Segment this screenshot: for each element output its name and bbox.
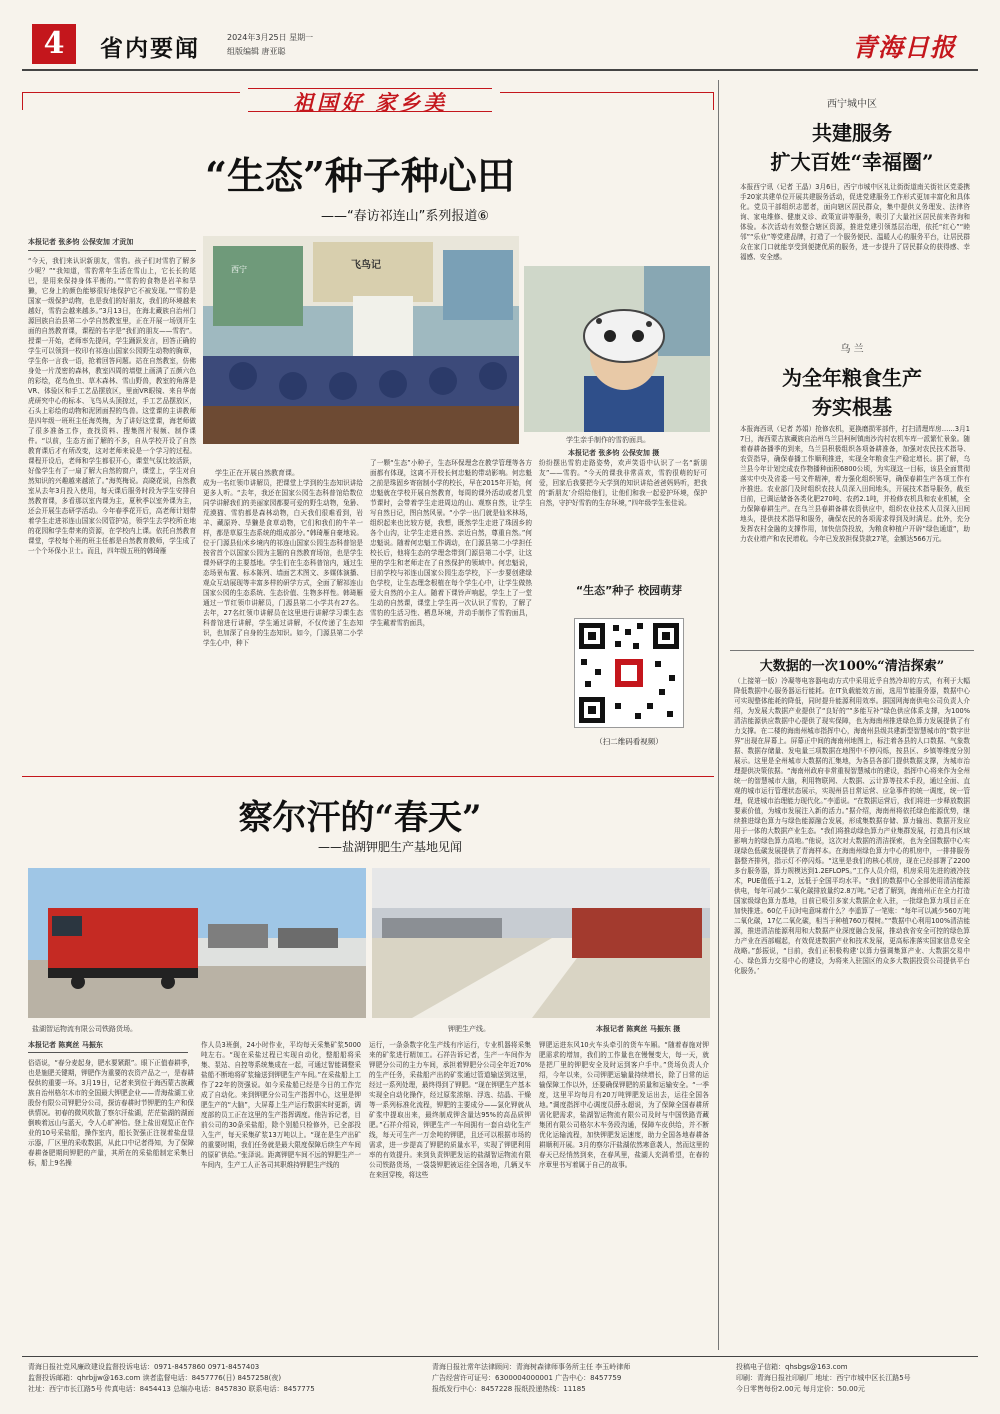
feature-frame-bottom: [22, 776, 714, 777]
footer-col2-line1: 青海日报社常年法律顾问：青海树森律师事务所主任 李玉岭律师: [432, 1363, 631, 1371]
sidebar-title-3: 大数据的一次100%“清洁探索”: [759, 659, 945, 674]
train-illustration: [28, 868, 366, 1018]
banner: [240, 82, 500, 116]
issue-date: 2024年3月25日 星期一: [227, 33, 314, 42]
sidebar-title-2b: 夯实根基: [812, 395, 892, 419]
sidebar-title-2a: 为全年粮食生产: [782, 366, 922, 390]
production-photo: [372, 868, 710, 1018]
masthead-logo: 青海日报: [852, 33, 957, 62]
footer-col1-line3: 社址：西宁市长江路5号 传真电话：8454413 总编办电话：8457830 联系电话：8457775: [28, 1385, 315, 1393]
factory-illustration: [372, 868, 710, 1018]
sidebar-title-1b: 扩大百姓“幸福圈”: [770, 150, 934, 174]
feature-frame-right: [713, 92, 714, 110]
article1-col1: “今天，我们来认识新朋友，雪豹。孩子们对雪豹了解多少呢？”“我知道，雪豹常年生活在雪山上，它长长的尾巴，是用来保持身体平衡的。”“雪豹的食物是岩羊和旱獭，它身上的颜色能够很好地保护它不被发现。”“雪豹是国家一级保护动物，也是我们的好朋友，我们的环境越来越好，雪豹会越来越多。”3月13日，在海北藏族自治州门源回族自治县第二小学自然教室里，正在开展一场别开生面的自然教育课，课程的名字是“我们的朋友——雪豹”。授课一开始，老师率先提问，学生踊跃发言，回答正确的学生可以领到一枚印有祁连山国家公园野生动物的胸章，学生你一言我一语，抢着回答问题。站在自然教室，仿佛身处一片茂密的森林，教室四周的墙壁上画满了五颜六色的彩绘，花鸟鱼虫、草木森林、雪山野兽，教室的角落是VR、体验区和手工艺品摆放区，里面VR眼镜、来自华南虎研究中心的标本、飞鸟从头顶掠过，手工艺品摆放区，石头上彩绘的动物和泥团面捏的鸟兽。这堂课的主讲教师是四年级一班班主任海英梅，为了讲好这堂课，海老师做了很多准备工作，查找资料、搜集图片视频、制作课件。“以前，生态方面了解的不多，自从学校开设了自然教育课后才有所改变，这对老师来说是一个学习的过程。课程开设后，老师和学生都很开心，课堂气氛比较活跃，好像学生有了一扇了解大自然的窗户，课堂上，学生对自然知识的兴趣越来越浓了。”海英梅说。高晓花说，自然教室从去年3月投入使用，每天课后服务时段为学生安排自然教育课，多看那以室内课为主，夏秋季以室外课为主，还会开展生态研学活动。今年春季花开后，高老师计划带着学生走进祁连山国家公园管护站，领学生去学校所在地的花园和学生带来的资源，在学校内上课。依托自然教育课堂，学校每个班的班主任都是自然教育教师，学生成了一个个环保小卫士。而且，四年级五班的韩琦雁: [28, 257, 196, 555]
article2-title: 察尔汗的“春天”: [238, 798, 482, 838]
article2-photo-credit: 本报记者 陈爽丝 马振东 摄: [596, 1025, 681, 1033]
sidebar-kicker-2: 乌 兰: [840, 344, 864, 355]
sidebar-body-1: 本报西宁讯（记者 王晶）3月6日，西宁市城中区礼让街街道南关街社区党委携手20家共建单位开展共建服务活动，促进党建服务工作形式更加丰富化和具体化。党员干部组织志愿者，面向辖区居民群众，集中提供义务理发、法律咨询、家电维修、健康义诊、政策宣讲等服务，吸引了大量社区居民前来咨询和体验。本次活动有效整合辖区资源，推进党建引领基层治理，依托“红心”“睦邻”“乐业”等党建品牌，打造了一个服务便民、温暖人心的服务平台，让居民群众在家门口就能享受到便捷优质的服务，进一步提升了居民群众的获得感、幸福感、安全感。: [740, 183, 970, 261]
article2-col4: 钾肥运进东风10火车头牵引的货车车厢。“随着春施对钾肥需求的增加，我们的工作量也在慢慢变大，每一天，就是把厂里的钾肥安全及时运到客户手中。”货场负责人介绍，今年以来，公司钾肥运输量持续增长，除了日常的运输保障工作以外，还要确保钾肥的质量和运输安全。“一季度，这里平均每月有20万吨钾肥发运出去，运往全国各地。”调度指挥中心调度员薛永超说，为了保障全国春耕所需化肥需求，盐湖智运物流有限公司及时与中国铁路青藏集团有限公司格尔木车务段沟通，保障车皮供给，并不断优化运输流程，加快钾肥发运速度，助力全国各地春耕备耕顺利开展。3月的察尔汗盐湖依然寒意袭人，然而这里的春天已经悄然到来，在春风里，盐湖人充满希望，在春的序章里书写着属于自己的故事。: [539, 1041, 709, 1169]
sidebar-body-3: （上接第一版）冷凝等电容器电动方式中采用近乎自然冷却的方式，有利于大幅降低数据中心服务器运行能耗。在IT负载能效方面，选用节能服务器，数据中心可实现整体能耗的降低，同时提升能源利用效率。据国网海南供电公司负责人介绍，为发展大数据产业提供了“良好的”“多能互补”绿色供应体系支撑，为100%清洁能源供应数据中心提供了现实保障，也为海南州推进绿色算力发展提供了有力支撑。在二楼的海南州城市指挥中心，海南州县级共建新型智慧城市的“数字世界”出现在屏幕上。屏幕正中间的海南州地图上，标注着各县的人口数据、气象数据、数据存储量、发电量三项数据在地图中不停闪烁，按县区、乡镇等维度分别展示。这里是全州城市大数据的汇集地，为各县各部门提供数据支撑，为城市治理提供决策依据。“海南州政府非常重视智慧城市的建设，指挥中心将来作为全州统一的智慧城市大脑，利用物联网、大数据、云计算等技术手段，通过全面、直观的城市运行管理状态展示，实现州县目常运营、应急事件的统一调度，统一管理，促进城市治理能力现代化。”李遥说。“在数据运营后，我们将进一步释放数据要素价值，为城市发展注入新的活力。”据介绍，海南州将依托绿色能源优势，继续推进绿色算力与绿色能源融合发展，形成集数据存储、算力输出、数据开发应用于一体的大数据产业生态。“我们将推动绿色算力产业集群发展，打造具有区域影响力的绿色算力高地。”他说，这次对大数据的清洁探索，也为全国数据中心实现绿色低碳发展提供了青海样本。在海南州绿色算力中心的机房中，一排排服务器整齐排列，指示灯不停闪烁。“这里是我们的核心机房，现在已经部署了2200多台服务器，算力规模达到1.2EFLOPS。”工作人员介绍，机房采用先进的液冷技术，PUE值低于1.2，远低于全国平均水平。“我们的数据中心全部使用清洁能源供电，每年可减少二氧化碳排放量约2.8万吨。”记者了解到，海南州正在全力打造国家级绿色算力基地，目前已吸引多家大数据企业入驻，一批绿色算力项目正在加快推进。60亿千瓦时电意味着什么？李遥算了一笔账：“每年可以减少560万吨二氧化碳，17亿二氧化碳，相当于种植760万棵树。”“数据中心利用100%清洁能源，推进清洁能源利用和大数据产业深度融合发展，推动我省安全可控的绿色算力产业在西部崛起，有效促进数据产业和技术发展，更高标准落实国家信息安全战略。”彭振说，“目前，我们正积极构建‘以算力强调集算产业、大数据交易中心、绿色算力交易中心的建设，为将来入驻国区的众多大数据投资公司提供平台化服务。’: [734, 677, 970, 975]
article1-col3: 了一颗“生态”小种子，生态环保理念在教学管理等各方面都有体现，这离不开校长何忠魁的带动影响。何忠魁之前是珠固乡寄宿制小学的校长，早在2015年开始，何忠魁就在学校开展自然教育，每周的课外活动或者几堂节课时，会带着学生走进周边的山、观察自然，让学生写自然日记，图自然风景。“小学一出门就是仙米林场，组织起来也比较方便，我想，既然学生走进了珠固乡的各个山沟，让学生走进自然、亲近自然，尊重自然。”何忠魁说。随着何忠魁工作调动，在门源县第二小学担任校长后，他将生态的学理念带到门源县第二小学，让这里的学生和老师走在了自然保护的领域中。何忠魁说，目前学校与祁连山国家公园生态学校，下一步要创建绿色学校，让生态理念根植在每个学生心中，让学生做热爱大自然的小主人。随着下课铃声响起，学生上了一堂生动的自然课，课堂上学生再一次认识了雪豹，了解了雪豹的生活习性、栖息环境，并动手制作了雪豹面具，学生戴着雪豹面具，: [370, 459, 532, 627]
train-caption: 盐湖智运物流有限公司铁路货场。: [32, 1025, 137, 1033]
article2-col1: 俗语说，“春分麦起身，肥水要紧跟”。眼下正值春耕季，也是施肥关键期，钾肥作为重要的农资产品之一，是春耕保供的重要一环。3月19日，记者来到位于海西蒙古族藏族自治州格尔木市的全国最大钾肥企业——青海盐湖工业股份有限公司钾肥分公司，探访春耕时节钾肥的生产和保供情况。初春的微风吹散了察尔汗盐湖，茫茫盐湖的湖面倒映着远山与蓝天，令人心旷神怡。登上盐田观览正在作业的10号采盐船，操作室内，船长贺强正注视着盐盘显示器，厂区里的采收数据，从此口中记者得知，为了保障春耕备肥期间钾肥的产量，其所在的采盐船制定采集日标，船上9名操: [28, 1059, 194, 1167]
article2-col2: 作人员3班倒，24小时作业，平均每天采集矿浆5000吨左右。“现在采盐过程已实现自动化，整船船将采集、泵站、自控等系统集成在一起，可通过智能调整采盐船不断地将矿浆输送到钾肥生产车间。”在采盐船上工作了22年的贺强说。如今采盐船已经是今日的工作完成了自动化。来到钾肥分公司生产指挥中心，这里是钾肥生产的“大脑”，大屏幕上生产运行数据实时更新，调度部的员工正在这里的生产指挥调度。他告诉记者，目前公司的30条采盐船，除个别船只检修外，已全部投入生产，每天采集矿浆13万吨以上。“现在是生产出矿的重要时期，我们任务就是最大限度保障后续生产车间的原矿供给。”张泽说。距离钾肥车间不远的钾肥生产一车间内，生产工人正各司其职维持钾肥生产线的: [201, 1041, 361, 1169]
mask-caption: 学生亲手制作的雪豹面具。: [566, 436, 650, 444]
article1-byline: 本报记者 张多钧 公保安加 才贡加: [28, 238, 134, 246]
article1-title: “生态”种子种心田: [205, 153, 515, 198]
page-number: 4: [43, 26, 65, 61]
classroom-caption: 学生正在开展自然教育课。: [215, 469, 299, 477]
qr-title: “生态”种子 校园萌芽: [575, 584, 683, 597]
article2-col3: 运行，一条条数字化生产线有序运行，专业机器将采集来的矿浆进行精加工。石祥告诉记者，生产一车间作为钾肥分公司的主力车间，承担着钾肥分公司全年近70%的生产任务，采盐船产出的矿浆通过管道输送到这里，经过一系列处理，最终得到了钾肥。“现在钾肥生产基本实现全自动化操作，经过原浆浓缩、浮选、结晶、干燥等一系列标准化流程，钾肥的主要成分——氯化钾就从矿浆中提取出来，最终制成钾含量达95%的高品质钾肥。”石祥介绍说，钾肥生产一车间拥有一套自动化生产线，每天可生产一万余吨的钾肥，且还可以根据市场的需求，进一步提高了钾肥的质量水平，实现了钾肥利用率的有效提升。来到负责钾肥发运的盐湖智运物流有限公司铁路货场，一袋袋钾肥被运往全国各地，几辆叉车在来回穿梭，将这些: [369, 1041, 531, 1179]
article2-byline: 本报记者 陈爽丝 马振东: [28, 1041, 103, 1049]
qr-code[interactable]: [574, 618, 684, 728]
footer-col1-line1: 青海日报社党风廉政建设监督投诉电话：0971-8457860 0971-8457403: [28, 1363, 260, 1371]
footer-col3-line3: 今日零售每份2.00元 每月定价：50.00元: [736, 1385, 865, 1393]
footer-col1: [28, 1362, 418, 1395]
footer-col1-line2: 监督投诉邮箱：qhrbjjw@163.com 读者监督电话：8457776(日) 8457258(夜): [28, 1374, 282, 1382]
article2-subtitle: ——盐湖钾肥生产基地见闻: [317, 840, 462, 854]
qr-pattern: [575, 619, 683, 727]
feature-frame-left: [22, 92, 23, 110]
wall-sign-1: 西宁: [231, 265, 247, 274]
sidebar-kicker-1: 西宁城中区: [827, 99, 877, 110]
section-name: 省内要闻: [100, 36, 200, 62]
train-photo: [28, 868, 366, 1018]
page-header: [22, 18, 978, 68]
sidebar-body-2: 本报海西讯（记者 苏娟）抢修农机，更换磨损零部件，打扫清理库房……3月17日，海西蒙古族藏族自治州乌兰县柯柯镇南沙沟村农机车库一派繁忙景象。随着春耕备播季的到来，乌兰县积极组织各项备耕准备，加强对农民技术指导、农资指导，确保春播工作顺利推进，实现全年粮食生产稳定增长。据了解，乌兰县今年计划完成农作物播种面积6800公顷，为实现这一目标，该县全面贯彻落实中央及省委一号文件精神，着力强化组织领导，确保春耕生产各项工作有序推进。农业部门及时组织农技人员深入田间地头，开展技术指导服务，截至目前，已调运储备各类化肥270吨、农药2.1吨，并检修农机具和农业机械，全力保障春耕生产。在乌兰县春耕备耕农资供应中，组织农业技术人员深入田间地头，提供技术指导和服务，确保农民的各项需求得到及时满足。此外，充分发挥农村金融的支撑作用，加快信贷投放，为粮食种植户开辟“绿色通道”，助力农业增产和农民增收。今年已发放担保贷款27笔，金额达566万元。: [740, 425, 970, 543]
footer-col3-line2: 印刷：青海日报社印刷厂 地址：西宁市城中区长江路5号: [736, 1374, 911, 1382]
byline2-rule: [28, 1052, 188, 1053]
mask-photo: [524, 266, 710, 432]
production-caption: 钾肥生产线。: [448, 1025, 490, 1033]
footer-col2: [432, 1362, 722, 1395]
byline-rule: [28, 250, 196, 251]
footer-col2-line3: 报纸发行中心：8457228 报纸投递热线：11185: [432, 1385, 586, 1393]
header-rule: [22, 69, 978, 71]
mask-illustration: [524, 266, 710, 432]
footer-col3: [736, 1362, 976, 1395]
sidebar-divider: [718, 80, 719, 1350]
article1-col2: 成为一名红领巾讲解员，把课堂上学到的生态知识讲给更多人听。“去年，我还在国家公园生态科普馆给数位同学讲解我们的美丽家园都要可爱的野生动物，兔狲、荒漠猫、雪豹都是森林动物，白天我们很难看到，岩羊、藏原羚、旱獭是食草动物，它们和我们的牛羊一样，都是草原生态系统的组成部分。”韩琦雁自豪地说。位于门源县仙米乡境内的祁连山国家公园生态科普馆是按省首个以国家公园为主题的自然教育场馆，也是学生课外研学的主要基地。学生们在生态科普馆内，通过生态场景布置、标本陈列、墙面艺术图文、多媒体演播、观众互动展现等丰富多样的研学方式，全面了解祁连山国家公园的生态系统、生态价值、生物多样性。韩琦雁通过一节红领巾讲解员，门源县第二小学共有27名。去年，27名红领巾讲解员在这里进行讲解学习课生态科普馆进行讲解，学生通过讲解，不仅传递了生态知识，也加深了自身的生态知识。如今，门源县第二小学学生心中，种下: [203, 479, 363, 647]
wall-sign-2: 飞鸟记: [351, 260, 381, 271]
editor-line: 组版编辑 唐亚聪: [227, 47, 286, 56]
sidebar-rule-3: [730, 650, 974, 651]
qr-block: [556, 584, 702, 760]
footer-col3-line1: 投稿电子信箱：qhsbgs@163.com: [736, 1363, 848, 1371]
article1-subtitle: ——“春访祁连山”系列报道⑥: [320, 209, 490, 224]
footer-rule: [22, 1356, 978, 1357]
qr-caption: （扫二维码看视频）: [595, 737, 663, 746]
page-number-box: [32, 24, 76, 64]
article1-photo-credit: 本报记者 张多钧 公保安加 摄: [568, 449, 660, 457]
classroom-photo: [203, 236, 519, 444]
banner-text: 祖国好 家乡美: [292, 90, 448, 115]
footer-col2-line2: 广告经营许可证号：6300004000001 广告中心：8457759: [432, 1374, 622, 1382]
article1-col4: 纷纷摆出雪豹走路姿势，欢声笑语中认识了一名“新朋友”——雪豹。“今天的课我非常喜欢，雪豹很萌的好可爱，回家后我要把今天学到的知识讲给爸爸妈妈听，把我的‘新朋友’介绍给他们，让他们和我一起爱护环境，保护自然，守护好雪豹的生存环境，”四年级学生张佳说。: [539, 459, 707, 507]
sidebar-title-1a: 共建服务: [812, 121, 892, 145]
